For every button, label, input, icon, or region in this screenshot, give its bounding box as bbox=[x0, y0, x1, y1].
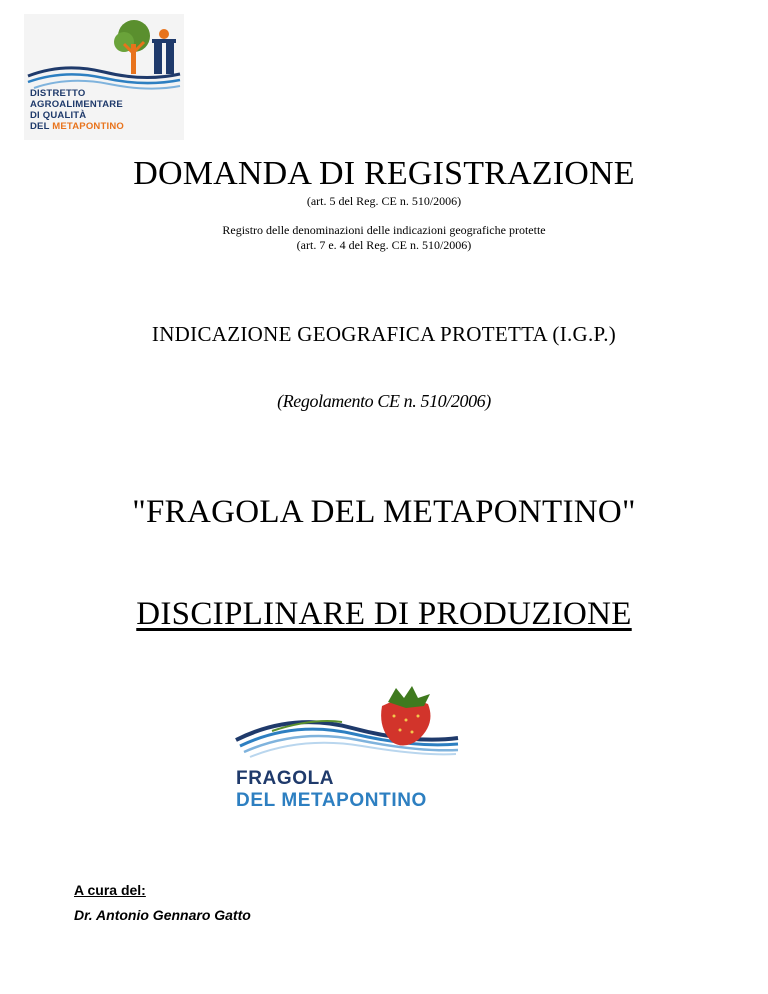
igp-title: INDICAZIONE GEOGRAFICA PROTETTA (I.G.P.) bbox=[151, 322, 617, 346]
product-name: "FRAGOLA DEL METAPONTINO" bbox=[132, 494, 636, 530]
registry-line-1: Registro delle denominazioni delle indicazioni geografiche protette bbox=[222, 223, 546, 237]
logo-line-3: DI QUALITÀ bbox=[30, 110, 87, 121]
strawberry-waves-icon bbox=[232, 684, 472, 764]
tree-columns-icon bbox=[24, 14, 184, 94]
regulation-reference: (Regolamento CE n. 510/2006) bbox=[277, 391, 491, 411]
logo-highlight: METAPONTINO bbox=[52, 121, 124, 132]
logo-line-4: DEL METAPONTINO bbox=[30, 121, 124, 132]
logo-line-1: DISTRETTO bbox=[30, 88, 86, 99]
registry-line-2: (art. 7 e. 4 del Reg. CE n. 510/2006) bbox=[296, 238, 472, 252]
fragola-logo-line-2: DEL METAPONTINO bbox=[236, 790, 427, 811]
fragola-logo bbox=[232, 684, 472, 814]
logo-line-2: AGROALIMENTARE bbox=[30, 99, 123, 110]
author-name: Dr. Antonio Gennaro Gatto bbox=[74, 907, 251, 923]
fragola-logo-line-1: FRAGOLA bbox=[236, 768, 335, 789]
document-title: DISCIPLINARE DI PRODUZIONE bbox=[136, 596, 632, 632]
distretto-logo bbox=[24, 14, 184, 140]
page-title: DOMANDA DI REGISTRAZIONE bbox=[133, 155, 635, 192]
title-subtitle: (art. 5 del Reg. CE n. 510/2006) bbox=[306, 194, 462, 208]
author-heading: A cura del: bbox=[74, 882, 146, 898]
